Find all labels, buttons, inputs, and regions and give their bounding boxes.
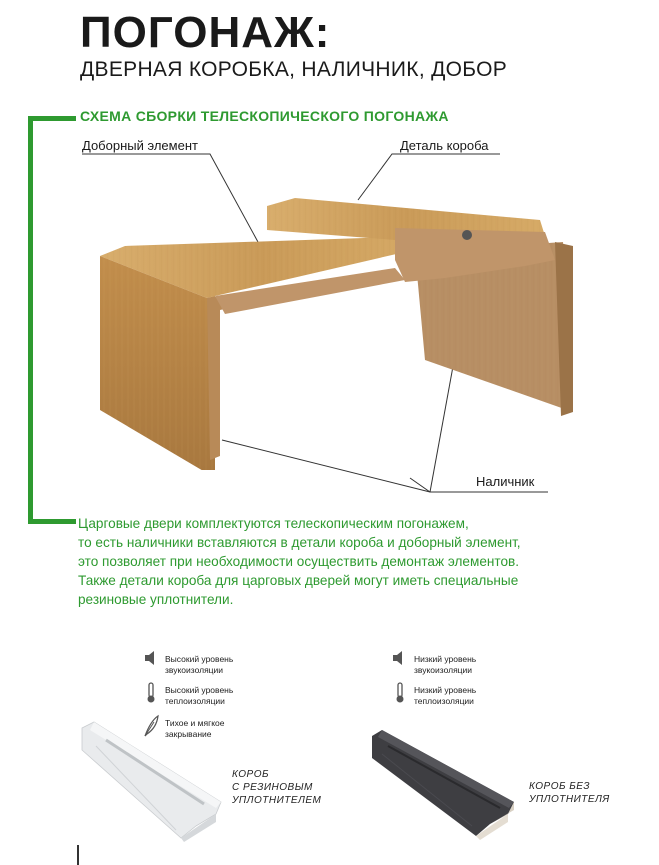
thermometer-icon [145,682,157,704]
feature-heat-low: Низкий уровень теплоизоляции [414,685,477,706]
frame-without-seal-image [368,728,518,840]
label-frame-part: Деталь короба [400,138,489,153]
feature-heat-high: Высокий уровень теплоизоляции [165,685,234,706]
thermometer-icon [394,682,406,704]
page-subtitle: ДВЕРНАЯ КОРОБКА, НАЛИЧНИК, ДОБОР [80,58,508,81]
description-line: Также детали короба для царговых дверей могут иметь специальные [78,573,519,588]
feature-sound-high: Высокий уровень звукоизоляции [165,654,234,675]
speaker-icon [144,650,158,666]
feature-soft-close: Тихое и мягкое закрывание [165,718,225,739]
description-line: резиновые уплотнители. [78,592,234,607]
scheme-heading: СХЕМА СБОРКИ ТЕЛЕСКОПИЧЕСКОГО ПОГОНАЖА [80,108,449,124]
feature-sound-low: Низкий уровень звукоизоляции [414,654,477,675]
caption-with-seal: КОРОБ С РЕЗИНОВЫМ УПЛОТНИТЕЛЕМ [232,769,322,806]
label-casing: Наличник [476,474,535,489]
description-line: это позволяет при необходимости осуществить демонтаж элементов. [78,554,520,569]
description-line: то есть наличники вставляются в детали короба и доборный элемент, [78,535,521,550]
label-extension-element: Доборный элемент [82,138,198,153]
caption-without-seal: КОРОБ БЕЗ УПЛОТНИТЕЛЯ [529,781,610,805]
assembly-diagram [95,150,575,470]
casing-left [100,256,405,470]
page-corner-mark [77,845,79,865]
speaker-icon [392,650,406,666]
page-title: ПОГОНАЖ: [80,8,331,57]
description [78,514,598,609]
description-line: Царговые двери комплектуются телескопическим погонажем, [78,516,469,531]
frame-with-seal-image [76,718,226,843]
